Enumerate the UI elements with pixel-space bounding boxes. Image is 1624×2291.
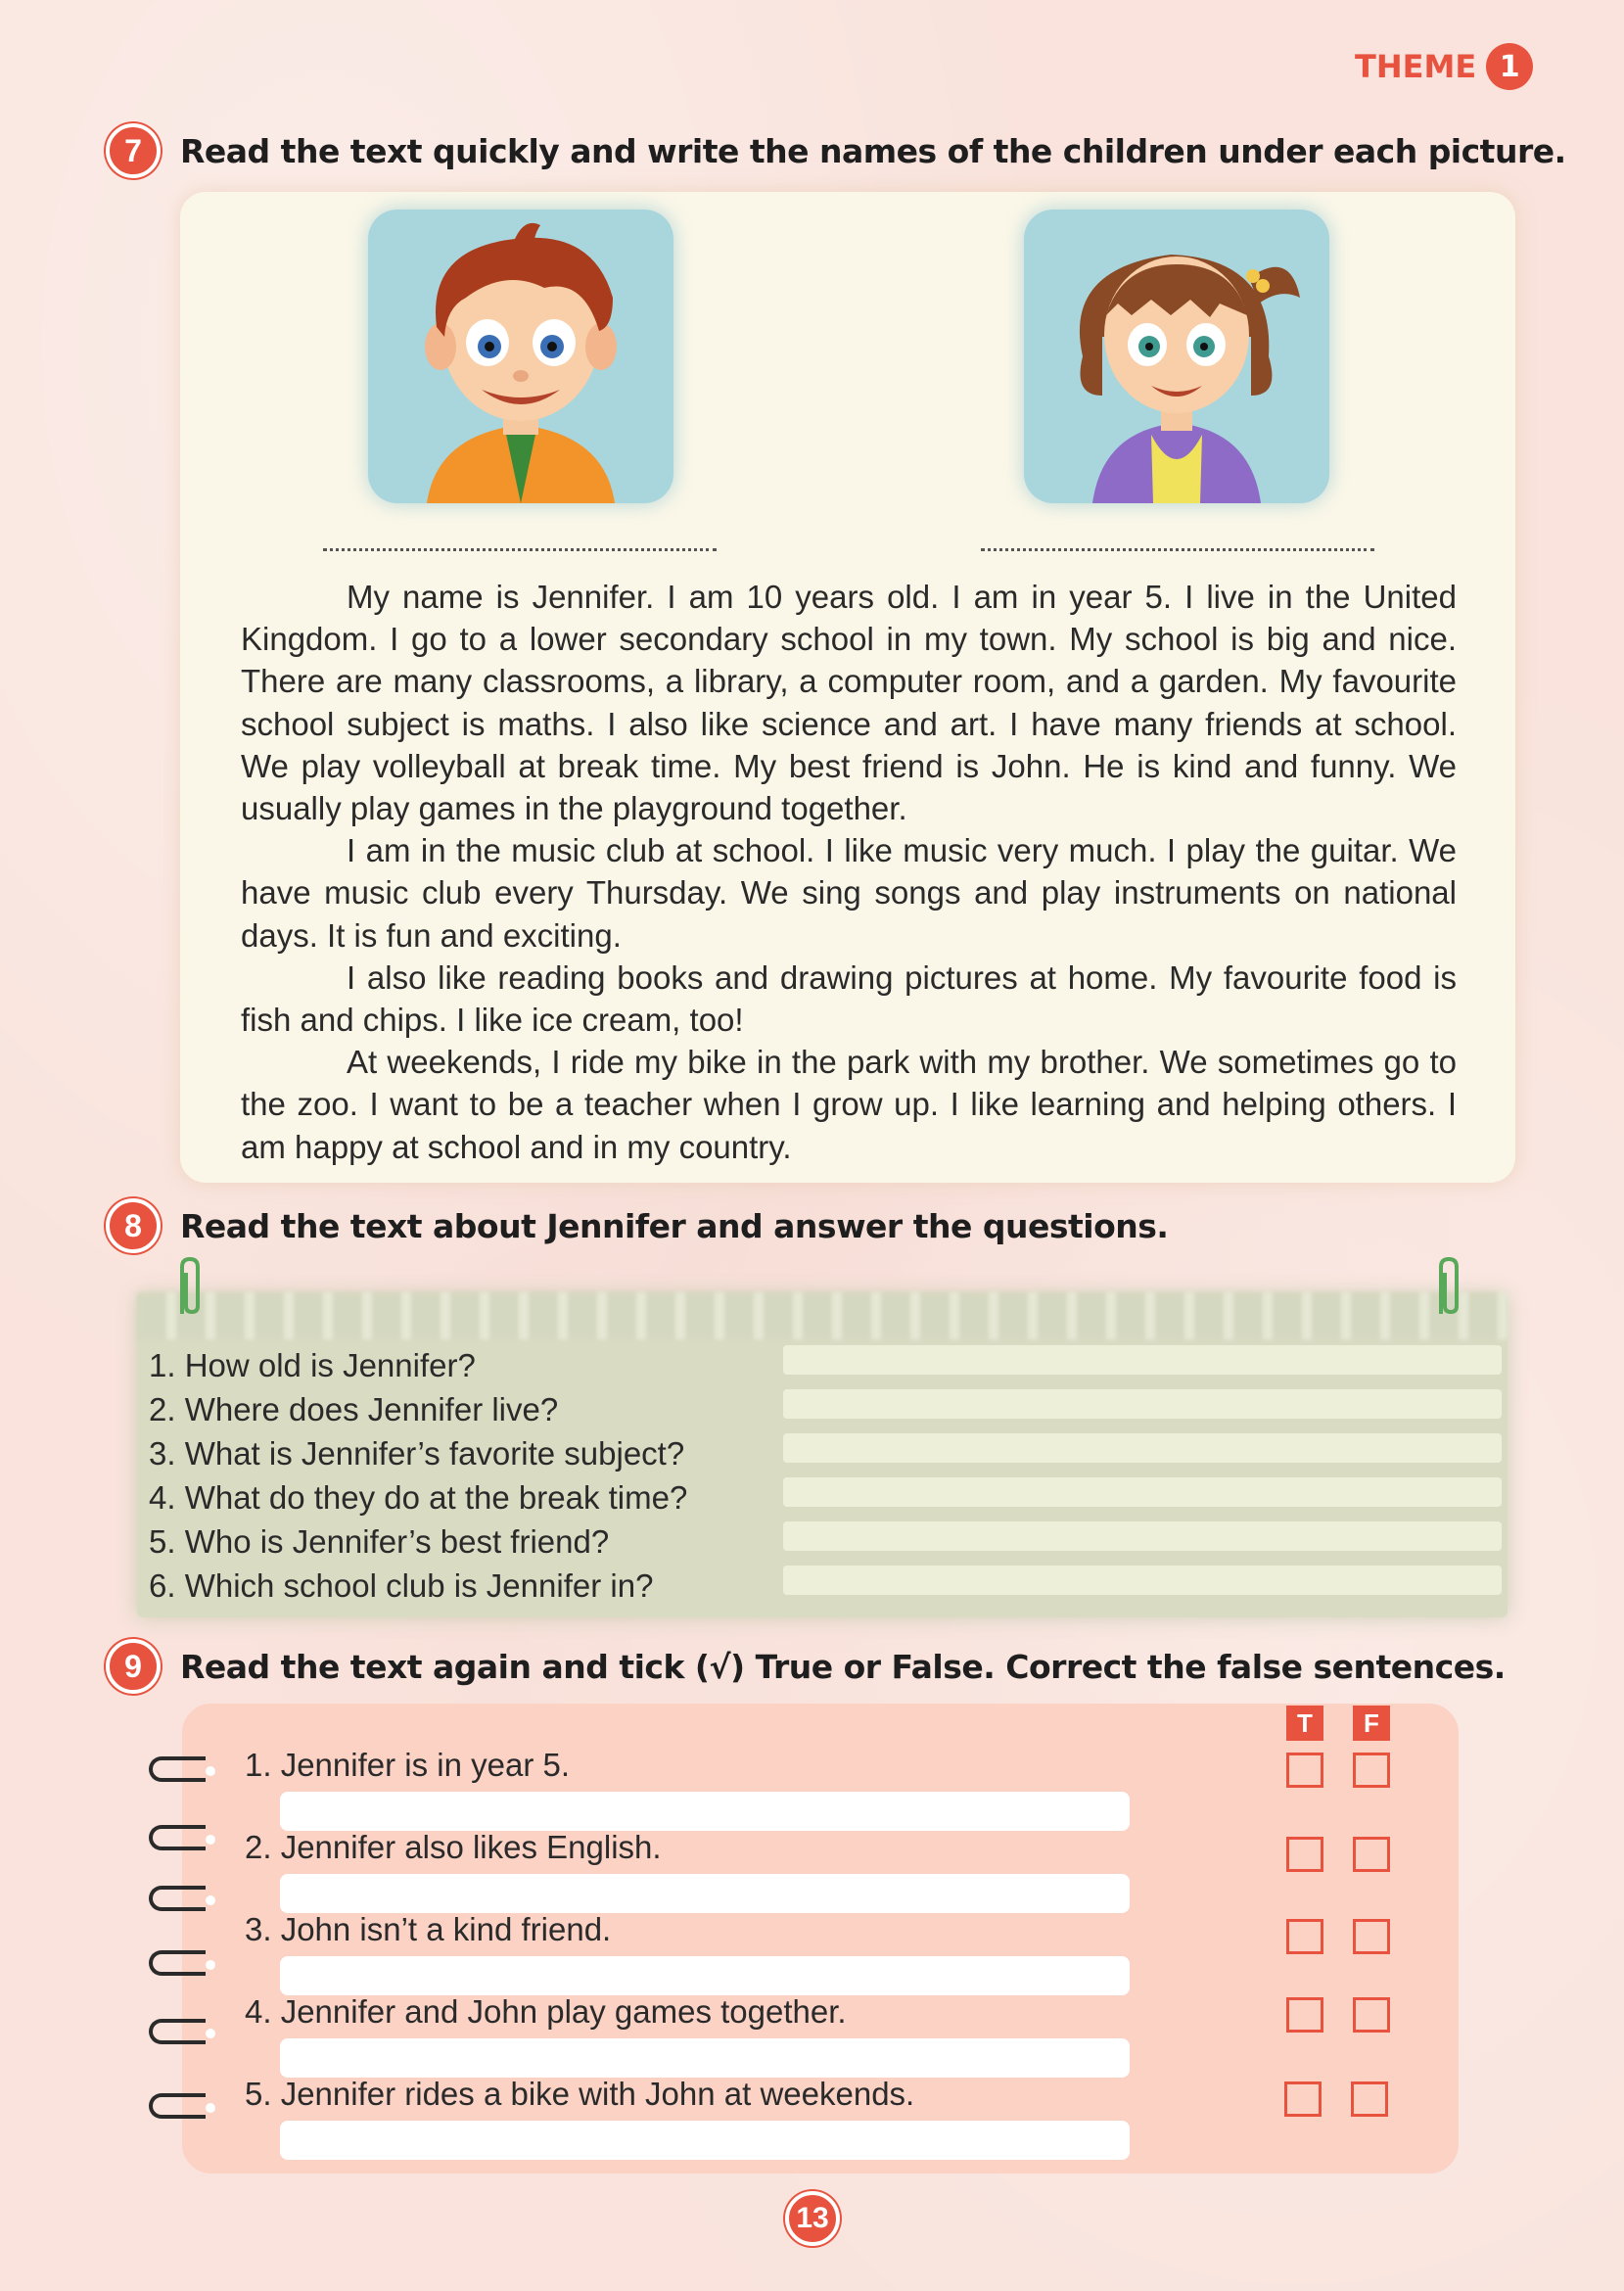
true-checkbox[interactable] [1286, 1753, 1323, 1788]
reading-paragraph: I also like reading books and drawing pictures at home. My favourite food is fish and chips. I like ice cream, too! [241, 958, 1457, 1039]
correction-field[interactable] [280, 2121, 1130, 2160]
question-board-edge [137, 1292, 1508, 1339]
false-checkbox[interactable] [1351, 2081, 1388, 2117]
answer-line[interactable] [783, 1389, 1502, 1419]
question-item: 4. What do they do at the break time? [149, 1479, 688, 1516]
question-item: 5. Who is Jennifer’s best friend? [149, 1523, 610, 1560]
true-checkbox[interactable] [1286, 1919, 1323, 1954]
paperclip-icon [172, 1255, 208, 1320]
question-item: 3. What is Jennifer’s favorite subject? [149, 1435, 685, 1472]
correction-field[interactable] [280, 1956, 1130, 1995]
true-header: T [1286, 1706, 1323, 1741]
spiral-ring [149, 1825, 206, 1850]
spiral-ring [149, 2019, 206, 2044]
correction-field[interactable] [280, 1792, 1130, 1831]
paperclip-icon [1431, 1255, 1466, 1320]
exercise-9-heading [106, 1639, 1506, 1694]
girl-illustration [1024, 210, 1329, 503]
exercise-7-heading [106, 123, 1566, 178]
exercise-9-title: Read the text again and tick (√) True or False. Correct the false sentences. [180, 1647, 1506, 1686]
statement-5: 5. Jennifer rides a bike with John at weekends. [245, 2076, 915, 2112]
exercise-9-number: 9 [106, 1639, 161, 1694]
spiral-ring [149, 1756, 206, 1782]
exercise-7-title: Read the text quickly and write the names of the children under each picture. [180, 131, 1566, 170]
exercise-8-heading [106, 1198, 1168, 1253]
false-checkbox[interactable] [1353, 1837, 1390, 1872]
answer-line[interactable] [783, 1477, 1502, 1507]
boy-name-line[interactable] [323, 548, 717, 551]
boy-illustration [368, 210, 673, 503]
question-list [149, 1343, 775, 1608]
reading-paragraph: At weekends, I ride my bike in the park with my brother. We sometimes go to the zoo. I want to be a teacher when I grow up. I like learning and helping others. I am happy at school and in my country. [241, 1044, 1457, 1165]
spiral-ring [149, 1886, 206, 1911]
reading-paragraph: I am in the music club at school. I like music very much. I play the guitar. We have music club every Thursday. We sing songs and play instruments on national days. It is fun and exciting. [241, 832, 1457, 954]
statement-2: 2. Jennifer also likes English. [245, 1829, 662, 1865]
question-item: 2. Where does Jennifer live? [149, 1391, 559, 1427]
page-number: 13 [785, 2191, 840, 2246]
statement-3: 3. John isn’t a kind friend. [245, 1911, 612, 1947]
answer-line[interactable] [783, 1521, 1502, 1551]
correction-field[interactable] [280, 1874, 1130, 1913]
correction-field[interactable] [280, 2038, 1130, 2078]
false-checkbox[interactable] [1353, 1997, 1390, 2033]
boy-picture [368, 210, 673, 503]
question-item: 6. Which school club is Jennifer in? [149, 1567, 654, 1604]
statement-1: 1. Jennifer is in year 5. [245, 1747, 570, 1783]
false-header: F [1353, 1706, 1390, 1741]
true-checkbox[interactable] [1286, 1997, 1323, 2033]
exercise-8-title: Read the text about Jennifer and answer the questions. [180, 1206, 1169, 1245]
theme-header [1355, 43, 1533, 90]
exercise-8-number: 8 [106, 1198, 161, 1253]
reading-paragraph: My name is Jennifer. I am 10 years old. I am in year 5. I live in the United Kingdom. I go to a lower secondary school in my town. My school is big and nice. There are many classrooms, a library, a computer room, and a garden. My favourite school subject is maths. I also like science and art. I have many friends at school. We play volleyball at break time. My best friend is John. He is kind and funny. We usually play games in the playground together. [241, 579, 1457, 827]
theme-label: THEME [1355, 48, 1477, 85]
answer-line[interactable] [783, 1433, 1502, 1463]
girl-name-line[interactable] [981, 548, 1374, 551]
answer-line[interactable] [783, 1345, 1502, 1375]
reading-text [241, 576, 1457, 1168]
statement-4: 4. Jennifer and John play games together. [245, 1993, 847, 2030]
question-item: 1. How old is Jennifer? [149, 1347, 476, 1383]
spiral-ring [149, 1950, 206, 1976]
answer-line[interactable] [783, 1566, 1502, 1595]
false-checkbox[interactable] [1353, 1919, 1390, 1954]
exercise-7-number: 7 [106, 123, 161, 178]
girl-picture [1024, 210, 1329, 503]
false-checkbox[interactable] [1353, 1753, 1390, 1788]
theme-number: 1 [1486, 43, 1533, 90]
true-checkbox[interactable] [1284, 2081, 1322, 2117]
true-checkbox[interactable] [1286, 1837, 1323, 1872]
spiral-ring [149, 2093, 206, 2119]
